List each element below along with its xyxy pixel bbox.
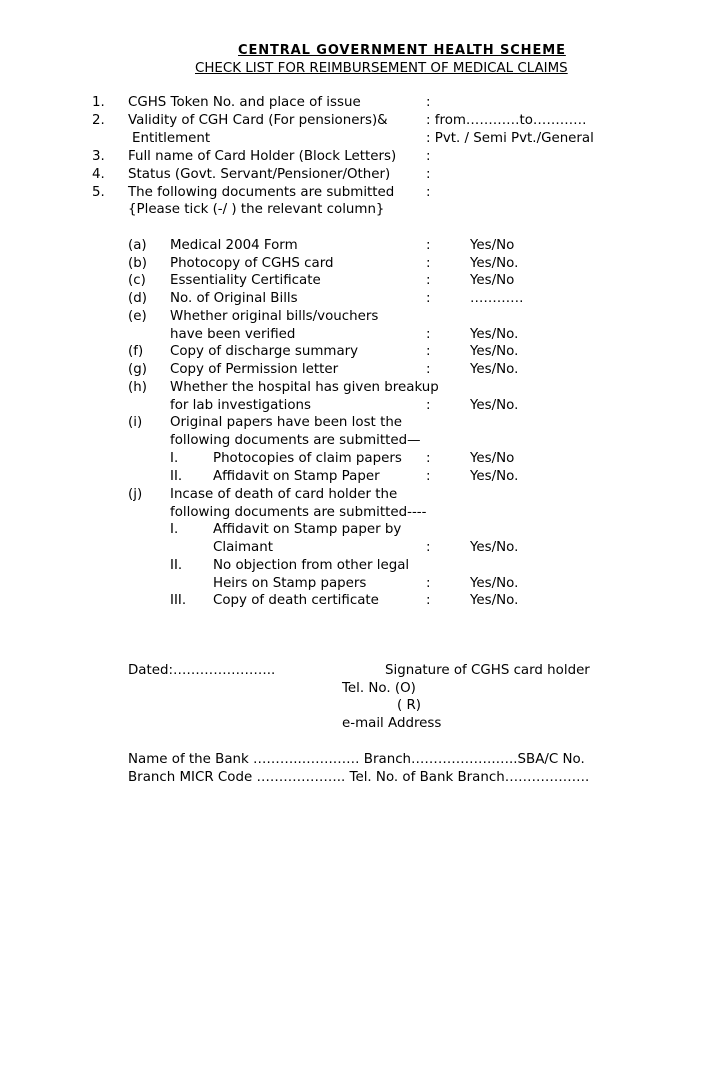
document-label-line: Incase of death of card holder the bbox=[170, 487, 398, 502]
bank-details-line: Name of the Bank ………..…….…… Branch……………….…..SBA/C No. bbox=[128, 752, 585, 767]
document-answer: ………… bbox=[470, 291, 524, 306]
document-roman-numeral: I. bbox=[170, 522, 179, 537]
item-number: 3. bbox=[92, 149, 105, 164]
item-label: Entitlement bbox=[132, 131, 211, 146]
document-label-line: Photocopy of CGHS card bbox=[170, 256, 334, 271]
document-label-line: Copy of Permission letter bbox=[170, 362, 339, 377]
document-title: CENTRAL GOVERNMENT HEALTH SCHEME bbox=[238, 43, 566, 58]
document-label-line: Affidavit on Stamp Paper bbox=[213, 469, 380, 484]
dated-field: Dated:………………….. bbox=[128, 663, 276, 678]
document-label-line: Copy of death certificate bbox=[213, 593, 379, 608]
item-number: 4. bbox=[92, 167, 105, 182]
document-colon: : bbox=[426, 326, 431, 342]
document-colon: : bbox=[426, 539, 431, 555]
item-number: 1. bbox=[92, 95, 105, 110]
document-letter: (b) bbox=[128, 256, 147, 271]
document-label-line: No. of Original Bills bbox=[170, 291, 298, 306]
document-colon: : bbox=[426, 256, 431, 271]
email-label: e-mail Address bbox=[342, 716, 442, 731]
item-colon-value: : bbox=[426, 185, 431, 200]
item-label: Full name of Card Holder (Block Letters) bbox=[128, 149, 397, 164]
document-letter: (i) bbox=[128, 415, 143, 430]
document-roman-numeral: II. bbox=[170, 558, 183, 573]
document-letter: (h) bbox=[128, 380, 147, 395]
document-colon: : bbox=[426, 238, 431, 253]
tick-note: {Please tick (-/ ) the relevant column} bbox=[128, 202, 385, 217]
document-label-line: Whether original bills/vouchers bbox=[170, 309, 379, 324]
document-label-line: Copy of discharge summary bbox=[170, 344, 359, 359]
signature-label: Signature of CGHS card holder bbox=[385, 663, 590, 678]
document-label-line: following documents are submitted---- bbox=[170, 504, 427, 520]
document-colon: : bbox=[426, 362, 431, 377]
document-label-line: Original papers have been lost the bbox=[170, 415, 403, 430]
document-answer: Yes/No. bbox=[470, 575, 519, 591]
document-letter: (a) bbox=[128, 238, 147, 253]
document-letter: (e) bbox=[128, 309, 147, 324]
document-answer: Yes/No bbox=[470, 273, 515, 288]
document-colon: : bbox=[426, 575, 431, 591]
tel-office-label: Tel. No. (O) bbox=[342, 681, 416, 696]
document-colon: : bbox=[426, 291, 431, 306]
document-letter: (j) bbox=[128, 487, 143, 502]
document-label-line: for lab investigations bbox=[170, 397, 312, 413]
document-label-line: Essentiality Certificate bbox=[170, 273, 321, 288]
document-label-line: following documents are submitted— bbox=[170, 432, 421, 448]
document-answer: Yes/No. bbox=[470, 344, 519, 359]
document-label-line: No objection from other legal bbox=[213, 558, 410, 573]
document-colon: : bbox=[426, 273, 431, 288]
document-answer: Yes/No. bbox=[470, 539, 519, 555]
document-label-line: Whether the hospital has given breakup bbox=[170, 380, 439, 395]
document-label-line: Affidavit on Stamp paper by bbox=[213, 522, 402, 537]
document-colon: : bbox=[426, 469, 431, 484]
document-roman-numeral: I. bbox=[170, 451, 179, 466]
document-answer: Yes/No. bbox=[470, 593, 519, 608]
tel-residence-label: ( R) bbox=[397, 698, 422, 713]
document-label-line: have been verified bbox=[170, 326, 296, 342]
document-label-line: Photocopies of claim papers bbox=[213, 451, 402, 466]
document-answer: Yes/No. bbox=[470, 469, 519, 484]
document-answer: Yes/No. bbox=[470, 326, 519, 342]
item-number: 2. bbox=[92, 113, 105, 128]
item-label: The following documents are submitted bbox=[128, 185, 395, 200]
item-label: Validity of CGH Card (For pensioners)& bbox=[128, 113, 388, 128]
document-letter: (c) bbox=[128, 273, 146, 288]
document-colon: : bbox=[426, 344, 431, 359]
document-label-line: Medical 2004 Form bbox=[170, 238, 298, 253]
micr-details-line: Branch MICR Code ……………….. Tel. No. of Bank Branch………………. bbox=[128, 770, 590, 785]
item-colon-value: : from…………to………… bbox=[426, 113, 587, 128]
document-answer: Yes/No. bbox=[470, 362, 519, 377]
document-roman-numeral: III. bbox=[170, 593, 187, 608]
document-roman-numeral: II. bbox=[170, 469, 183, 484]
item-colon-value: : bbox=[426, 167, 431, 182]
document-label-line: Claimant bbox=[213, 539, 273, 555]
document-colon: : bbox=[426, 593, 431, 608]
item-label: Status (Govt. Servant/Pensioner/Other) bbox=[128, 167, 391, 182]
document-letter: (f) bbox=[128, 344, 144, 359]
item-colon-value: : Pvt. / Semi Pvt./General bbox=[426, 131, 594, 146]
item-label: CGHS Token No. and place of issue bbox=[128, 95, 361, 110]
item-colon-value: : bbox=[426, 149, 431, 164]
document-letter: (d) bbox=[128, 291, 147, 306]
document-subtitle: CHECK LIST FOR REIMBURSEMENT OF MEDICAL CLAIMS bbox=[195, 61, 568, 76]
document-answer: Yes/No bbox=[470, 238, 515, 253]
document-colon: : bbox=[426, 451, 431, 466]
item-number: 5. bbox=[92, 185, 105, 200]
document-answer: Yes/No. bbox=[470, 397, 519, 413]
document-letter: (g) bbox=[128, 362, 147, 377]
document-answer: Yes/No. bbox=[470, 256, 519, 271]
document-answer: Yes/No bbox=[470, 451, 515, 466]
item-colon-value: : bbox=[426, 95, 431, 110]
document-label-line: Heirs on Stamp papers bbox=[213, 575, 367, 591]
document-colon: : bbox=[426, 397, 431, 413]
